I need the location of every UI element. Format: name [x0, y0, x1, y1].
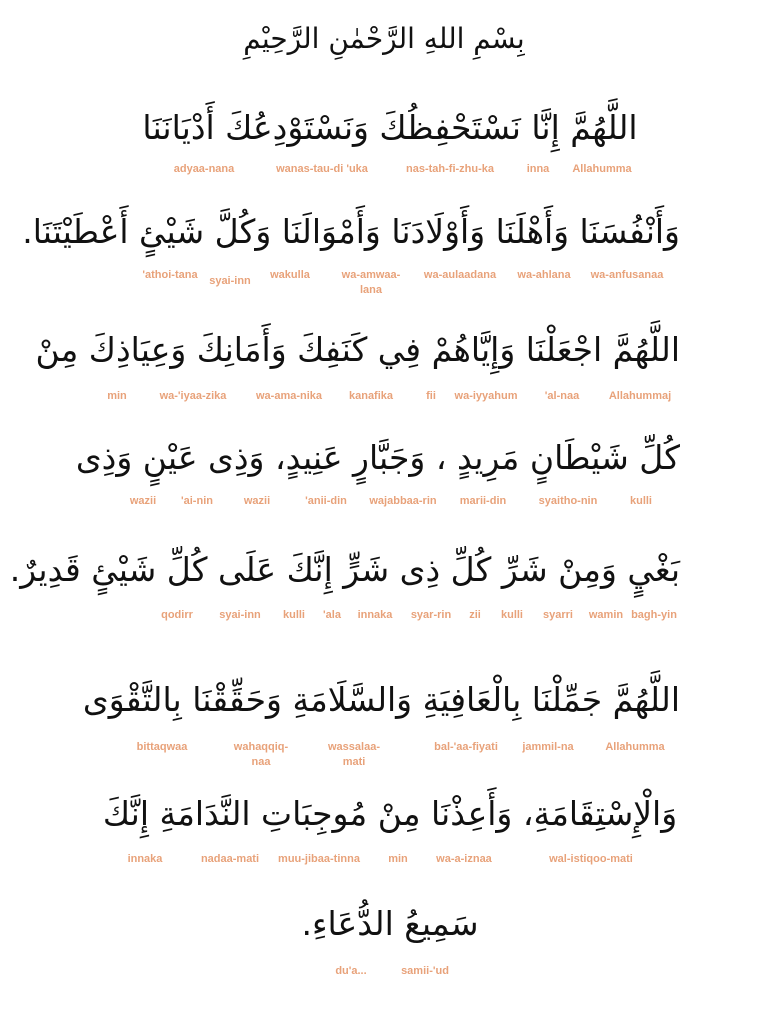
arabic-line-4: كُلِّ شَيْطَانٍ مَرِيدٍ ، وَجَبَّارٍ عَنِيدٍ، وَذِى عَيْنٍ وَذِى — [75, 438, 680, 477]
transliteration-word: wakulla — [270, 269, 310, 281]
transliteration-word: wal-istiqoo-mati — [549, 853, 633, 865]
transliteration-word: bagh-yin — [631, 609, 677, 621]
arabic-line-7: وَالْإِسْتِقَامَةِ، وَأَعِذْنَا مِنْ مُوجِبَاتِ النَّدَامَةِ إِنَّكَ — [102, 794, 678, 833]
transliteration-word: nas-tah-fi-zhu-ka — [406, 163, 494, 175]
transliteration-row-8 — [100, 964, 680, 1004]
transliteration-word: 'athoi-tana — [142, 269, 198, 281]
transliteration-word: fii — [426, 390, 436, 402]
transliteration-word: kulli — [629, 495, 652, 507]
arabic-line-8: سَمِيعُ الدُّعَاءِ. — [301, 904, 479, 943]
transliteration-word: bittaqwaa — [136, 741, 188, 753]
transliteration-word: jammil-na — [522, 741, 574, 753]
transliteration-word: innaka — [127, 853, 163, 865]
transliteration-word: qodirr — [161, 609, 193, 621]
transliteration-word: zii — [469, 609, 481, 621]
transliteration-word: wa-amwaa-lana — [341, 269, 401, 296]
transliteration-word: wa-anfusanaa — [590, 269, 664, 281]
arabic-line-6: اللَّهُمَّ جَمِّلْنَا بِالْعَافِيَةِ وَالسَّلَامَةِ وَحَقِّقْنَا بِالتَّقْوَى — [82, 680, 680, 719]
transliteration-word: wajabbaa-rin — [369, 495, 437, 507]
arabic-line-3: اللَّهُمَّ اجْعَلْنَا وَإِيَّاهُمْ فِي كَنَفِكَ وَأَمَانِكَ وَعِيَاذِكَ مِنْ — [35, 330, 680, 369]
transliteration-word: wamin — [588, 609, 624, 621]
transliteration-row-2 — [100, 268, 680, 308]
transliteration-word: wa-'iyaa-zika — [159, 390, 227, 402]
transliteration-word: nadaa-mati — [200, 853, 260, 865]
transliteration-word: syar-rin — [410, 609, 452, 621]
transliteration-word: wa-ahlana — [517, 269, 571, 281]
transliteration-word: wa-a-iznaa — [436, 853, 492, 865]
transliteration-word: Allahumma — [572, 163, 632, 175]
transliteration-word: Allahummaj — [608, 390, 672, 402]
arabic-line-2: وَأَنْفُسَنَا وَأَهْلَنَا وَأَوْلَادَنَا وَأَمْوَالَنَا وَكُلَّ شَيْئٍ أَعْطَيْتَنَا. — [22, 212, 680, 251]
transliteration-word: syaitho-nin — [538, 495, 598, 507]
transliteration-word: wa-ama-nika — [255, 390, 323, 402]
arabic-line-5: بَغْيٍ وَمِنْ شَرِّ كُلِّ ذِى شَرٍّ إِنَّكَ عَلَى كُلِّ شَيْئٍ قَدِيرٌ. — [9, 550, 680, 589]
transliteration-word: min — [388, 853, 408, 865]
transliteration-word: Allahumma — [605, 741, 665, 753]
transliteration-word: muu-jibaa-tinna — [278, 853, 360, 865]
transliteration-word: marii-din — [459, 495, 507, 507]
basmala-heading: بِسْمِ اللهِ الرَّحْمٰنِ الرَّحِيْمِ — [243, 22, 525, 55]
transliteration-word: 'al-naa — [544, 390, 580, 402]
transliteration-row-1 — [100, 162, 680, 202]
transliteration-word: wassalaa-mati — [328, 741, 380, 768]
transliteration-row-3 — [100, 389, 680, 429]
arabic-line-1: اللَّهُمَّ إِنَّا نَسْتَحْفِظُكَ وَنَسْتَوْدِعُكَ أَدْيَانَنَا — [142, 108, 638, 147]
transliteration-word: innaka — [357, 609, 393, 621]
transliteration-word: 'anii-din — [305, 495, 347, 507]
transliteration-row-6 — [100, 740, 680, 780]
transliteration-word: wazii — [129, 495, 157, 507]
transliteration-word: adyaa-nana — [173, 163, 235, 175]
transliteration-word: bal-'aa-fiyati — [434, 741, 498, 753]
transliteration-word: du'a... — [335, 965, 367, 977]
transliteration-word: kanafika — [348, 390, 394, 402]
transliteration-word: wa-iyyahum — [454, 390, 518, 402]
transliteration-word: wazii — [243, 495, 271, 507]
transliteration-word: kulli — [282, 609, 305, 621]
transliteration-word: samii-'ud — [401, 965, 449, 977]
transliteration-word: min — [107, 390, 127, 402]
transliteration-word: wahaqqiq-naa — [233, 741, 289, 768]
transliteration-word: 'ala — [323, 609, 341, 621]
transliteration-row-7 — [100, 852, 680, 892]
transliteration-word: wanas-tau-di 'uka — [276, 163, 368, 175]
transliteration-word: syai-inn — [209, 275, 251, 287]
transliteration-word: kulli — [500, 609, 523, 621]
transliteration-word: wa-aulaadana — [423, 269, 497, 281]
transliteration-row-4 — [100, 494, 680, 534]
transliteration-word: syarri — [543, 609, 573, 621]
transliteration-word: syai-inn — [219, 609, 261, 621]
transliteration-word: inna — [526, 163, 550, 175]
transliteration-word: 'ai-nin — [181, 495, 213, 507]
transliteration-row-5 — [100, 608, 680, 648]
